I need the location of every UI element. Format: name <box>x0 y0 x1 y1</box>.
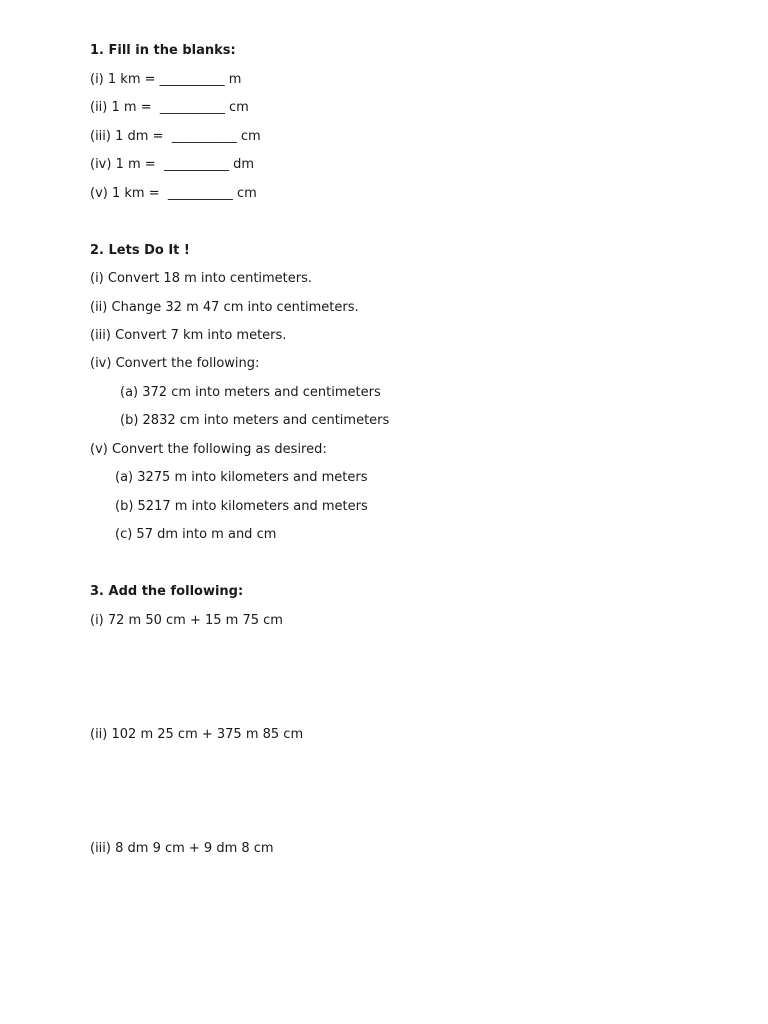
question-1-iv: (iv) 1 m = __________ dm <box>90 157 254 172</box>
section-3-heading: 3. Add the following: <box>90 584 244 599</box>
question-2-v-c: (c) 57 dm into m and cm <box>115 527 277 542</box>
question-2-iv: (iv) Convert the following: <box>90 356 260 371</box>
question-1-v: (v) 1 km = __________ cm <box>90 186 257 201</box>
question-2-ii: (ii) Change 32 m 47 cm into centimeters. <box>90 300 359 315</box>
question-3-i: (i) 72 m 50 cm + 15 m 75 cm <box>90 613 283 628</box>
section-2-heading: 2. Lets Do It ! <box>90 243 190 258</box>
question-1-ii: (ii) 1 m = __________ cm <box>90 100 249 115</box>
question-2-iv-a: (a) 372 cm into meters and centimeters <box>120 385 381 400</box>
question-3-iii: (iii) 8 dm 9 cm + 9 dm 8 cm <box>90 841 274 856</box>
question-2-v-b: (b) 5217 m into kilometers and meters <box>115 499 368 514</box>
question-1-i: (i) 1 km = __________ m <box>90 72 242 87</box>
question-2-v: (v) Convert the following as desired: <box>90 442 327 457</box>
question-1-iii: (iii) 1 dm = __________ cm <box>90 129 261 144</box>
question-3-ii: (ii) 102 m 25 cm + 375 m 85 cm <box>90 727 304 742</box>
question-2-i: (i) Convert 18 m into centimeters. <box>90 271 313 286</box>
section-1-heading: 1. Fill in the blanks: <box>90 43 236 58</box>
question-2-iii: (iii) Convert 7 km into meters. <box>90 328 287 343</box>
question-2-v-a: (a) 3275 m into kilometers and meters <box>115 470 368 485</box>
question-2-iv-b: (b) 2832 cm into meters and centimeters <box>120 413 390 428</box>
